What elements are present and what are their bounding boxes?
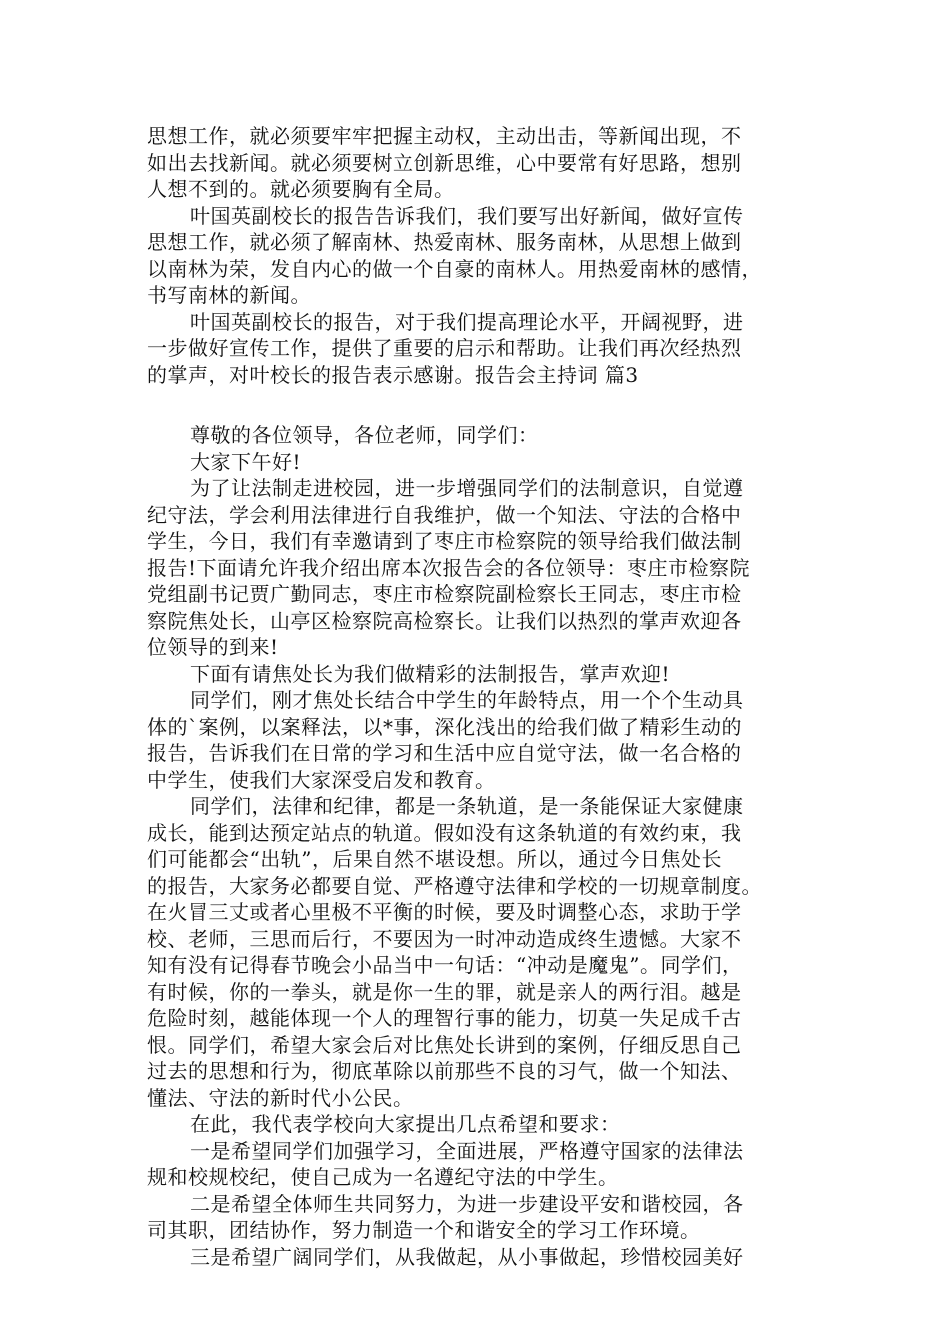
text-line: 为了让法制走进校园，进一步增强同学们的法制意识，自觉遵 xyxy=(190,476,744,500)
text-line: 报告，告诉我们在日常的学习和生活中应自觉守法，做一名合格的 xyxy=(147,741,742,765)
text-line: 叶国英副校长的报告告诉我们，我们要写出好新闻，做好宣传 xyxy=(190,203,744,228)
text-line: 察院焦处长，山亭区检察院高检察长。让我们以热烈的掌声欢迎各 xyxy=(147,608,742,633)
text-line: 规和校规校纪，使自己成为一名遵纪守法的中学生。 xyxy=(147,1165,619,1189)
text-line: 以南林为荣，发自内心的做一个自豪的南林人。用热爱南林的感情， xyxy=(147,256,762,281)
text-line: 恨。同学们，希望大家会后对比焦处长讲到的案例，仔细反思自己 xyxy=(147,1032,742,1057)
text-line: 位领导的到来! xyxy=(147,635,279,659)
text-line: 们可能都会“出轨”，后果自然不堪设想。所以，通过今日焦处长 xyxy=(147,847,722,871)
text-line: 的掌声，对叶校长的报告表示感谢。报告会主持词 篇3 xyxy=(147,362,639,387)
text-line: 思想工作，就必须要牢牢把握主动权，主动出击，等新闻出现，不 xyxy=(147,124,742,148)
text-line: 在火冒三丈或者心里极不平衡的时候，要及时调整心态，求助于学 xyxy=(147,900,742,924)
text-line: 司其职，团结协作，努力制造一个和谐安全的学习工作环境。 xyxy=(147,1218,701,1242)
text-line: 懂法、守法的新时代小公民。 xyxy=(147,1085,414,1110)
text-line: 纪守法，学会利用法律进行自我维护，做一个知法、守法的合格中 xyxy=(147,502,742,527)
text-line: 同学们，刚才焦处长结合中学生的年龄特点，用一个个生动具 xyxy=(190,688,744,712)
text-line: 的报告，大家务必都要自觉、严格遵守法律和学校的一切规章制度。 xyxy=(147,873,762,898)
text-line: 人想不到的。就必须要胸有全局。 xyxy=(147,177,455,201)
text-line: 体的`案例，以案释法，以*事，深化浅出的给我们做了精彩生动的 xyxy=(147,714,742,739)
text-line: 危险时刻，越能体现一个人的理智行事的能力，切莫一失足成千古 xyxy=(147,1006,742,1030)
text-line: 过去的思想和行为，彻底革除以前那些不良的习气，做一个知法、 xyxy=(147,1059,742,1083)
text-line: 有时候，你的一拳头，就是你一生的罪，就是亲人的两行泪。越是 xyxy=(147,979,742,1004)
text-line: 思想工作，就必须了解南林、热爱南林、服务南林，从思想上做到 xyxy=(147,230,742,254)
text-line: 下面有请焦处长为我们做精彩的法制报告，掌声欢迎! xyxy=(190,661,671,686)
text-block-speech xyxy=(147,422,827,1270)
text-line: 学生，今日，我们有幸邀请到了枣庄市检察院的领导给我们做法制 xyxy=(147,529,742,553)
text-line: 在此，我代表学校向大家提出几点希望和要求： xyxy=(190,1112,621,1136)
text-line: 一是希望同学们加强学习，全面进展，严格遵守国家的法律法 xyxy=(190,1138,744,1163)
text-line: 报告!下面请允许我介绍出席本次报告会的各位领导：枣庄市检察院 xyxy=(147,555,751,580)
text-line: 党组副书记贾广勤同志，枣庄市检察院副检察长王同志，枣庄市检 xyxy=(147,582,742,606)
text-line: 一步做好宣传工作，提供了重要的启示和帮助。让我们再次经热烈 xyxy=(147,336,742,360)
text-line: 尊敬的各位领导，各位老师，同学们： xyxy=(190,423,539,447)
text-line: 大家下午好! xyxy=(190,449,302,474)
text-line: 知有没有记得春节晚会小品当中一句话：“冲动是魔鬼”。同学们， xyxy=(147,953,743,977)
text-line: 中学生，使我们大家深受启发和教育。 xyxy=(147,767,496,792)
text-line: 书写南林的新闻。 xyxy=(147,283,311,307)
text-line: 同学们，法律和纪律，都是一条轨道，是一条能保证大家健康 xyxy=(190,794,744,818)
text-line: 成长，能到达预定站点的轨道。假如没有这条轨道的有效约束，我 xyxy=(147,820,742,845)
text-line: 三是希望广阔同学们，从我做起，从小事做起，珍惜校园美好 xyxy=(190,1244,744,1269)
text-block-previous-section xyxy=(147,123,827,388)
text-line: 如出去找新闻。就必须要树立创新思维，心中要常有好思路，想别 xyxy=(147,150,742,175)
text-line: 校、老师，三思而后行，不要因为一时冲动造成终生遗憾。大家不 xyxy=(147,926,742,951)
text-line: 二是希望全体师生共同努力，为进一步建设平安和谐校园，各 xyxy=(190,1191,744,1216)
text-line: 叶国英副校长的报告，对于我们提高理论水平，开阔视野，进 xyxy=(190,309,744,334)
